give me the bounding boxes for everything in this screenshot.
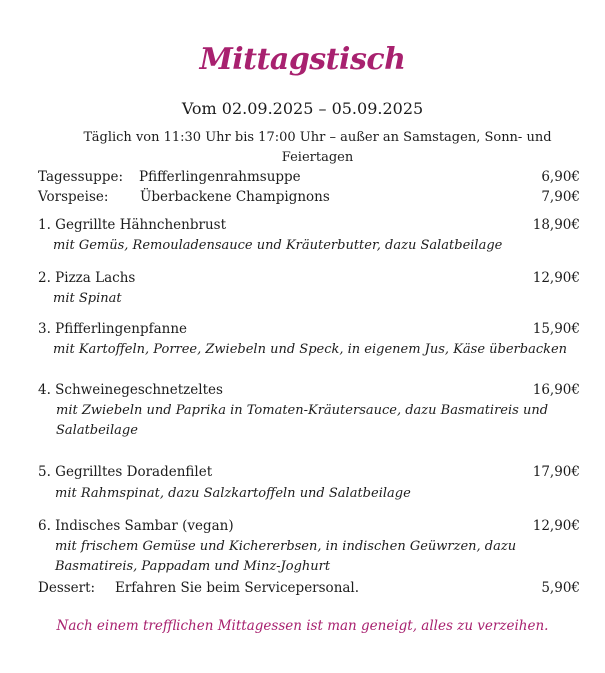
dish-description: mit Kartoffeln, Porree, Zwiebeln und Speck, in eigenem Jus, Käse überbacken	[53, 342, 568, 357]
opening-hours: Täglich von 11:30 Uhr bis 17:00 Uhr – außer an Samstagen, Sonn- und Feiertagen	[83, 130, 552, 165]
starter-name: Überbackene Champignons	[140, 189, 330, 205]
dish-description: mit Zwiebeln und Paprika in Tomaten-Kräutersauce, dazu Basmatireis und Salatbeilage	[56, 403, 549, 438]
dessert-label: Dessert:	[38, 580, 96, 596]
dish-title: 2. Pizza Lachs	[38, 270, 136, 286]
dish-description: mit Spinat	[53, 291, 122, 306]
dish-title: 6. Indisches Sambar (vegan)	[38, 518, 234, 534]
dish-title: 4. Schweinegeschnetzeltes	[38, 382, 223, 398]
starter-label: Vorspeise:	[38, 189, 109, 205]
dish-price: 18,90€	[532, 217, 580, 233]
soup-name: Pfifferlingenrahmsuppe	[139, 169, 301, 185]
dessert-price: 5,90€	[541, 580, 580, 596]
dish-title: 5. Gegrilltes Doradenfilet	[38, 464, 213, 480]
dessert-text: Erfahren Sie beim Servicepersonal.	[115, 580, 360, 596]
dish-title-row	[38, 268, 580, 288]
soup-price: 6,90€	[541, 169, 580, 185]
dish-title: 1. Gegrillte Hähnchenbrust	[38, 217, 226, 233]
date-range: Vom 02.09.2025 – 05.09.2025	[181, 99, 424, 118]
dish-description: mit frischem Gemüse und Kichererbsen, in indischen Geüwrzen, dazu Basmatireis, Pappadam und Minz-Joghurt	[55, 539, 517, 574]
dish-price: 17,90€	[532, 464, 580, 480]
menu-title: Mittagstisch	[199, 42, 406, 77]
starter-row	[38, 187, 580, 207]
dish-title-row	[38, 380, 580, 400]
dish-title-row	[38, 319, 580, 339]
dish-title-row	[38, 215, 580, 235]
dessert-row	[38, 578, 580, 598]
starter-price: 7,90€	[541, 189, 580, 205]
soup-label: Tagessuppe:	[38, 169, 124, 185]
dish-price: 15,90€	[532, 321, 580, 337]
dish-description: mit Gemüs, Remouladensauce und Kräuterbutter, dazu Salatbeilage	[53, 238, 503, 253]
dish-title-row	[38, 516, 580, 536]
dish-price: 12,90€	[532, 518, 580, 534]
dish-price: 12,90€	[532, 270, 580, 286]
dish-price: 16,90€	[532, 382, 580, 398]
dish-title: 3. Pfifferlingenpfanne	[38, 321, 188, 337]
dish-description: mit Rahmspinat, dazu Salzkartoffeln und Salatbeilage	[55, 486, 411, 501]
dish-title-row	[38, 462, 580, 482]
soup-row	[38, 167, 580, 187]
footer-quote: Nach einem trefflichen Mittagessen ist man geneigt, alles zu verzeihen.	[56, 618, 549, 634]
